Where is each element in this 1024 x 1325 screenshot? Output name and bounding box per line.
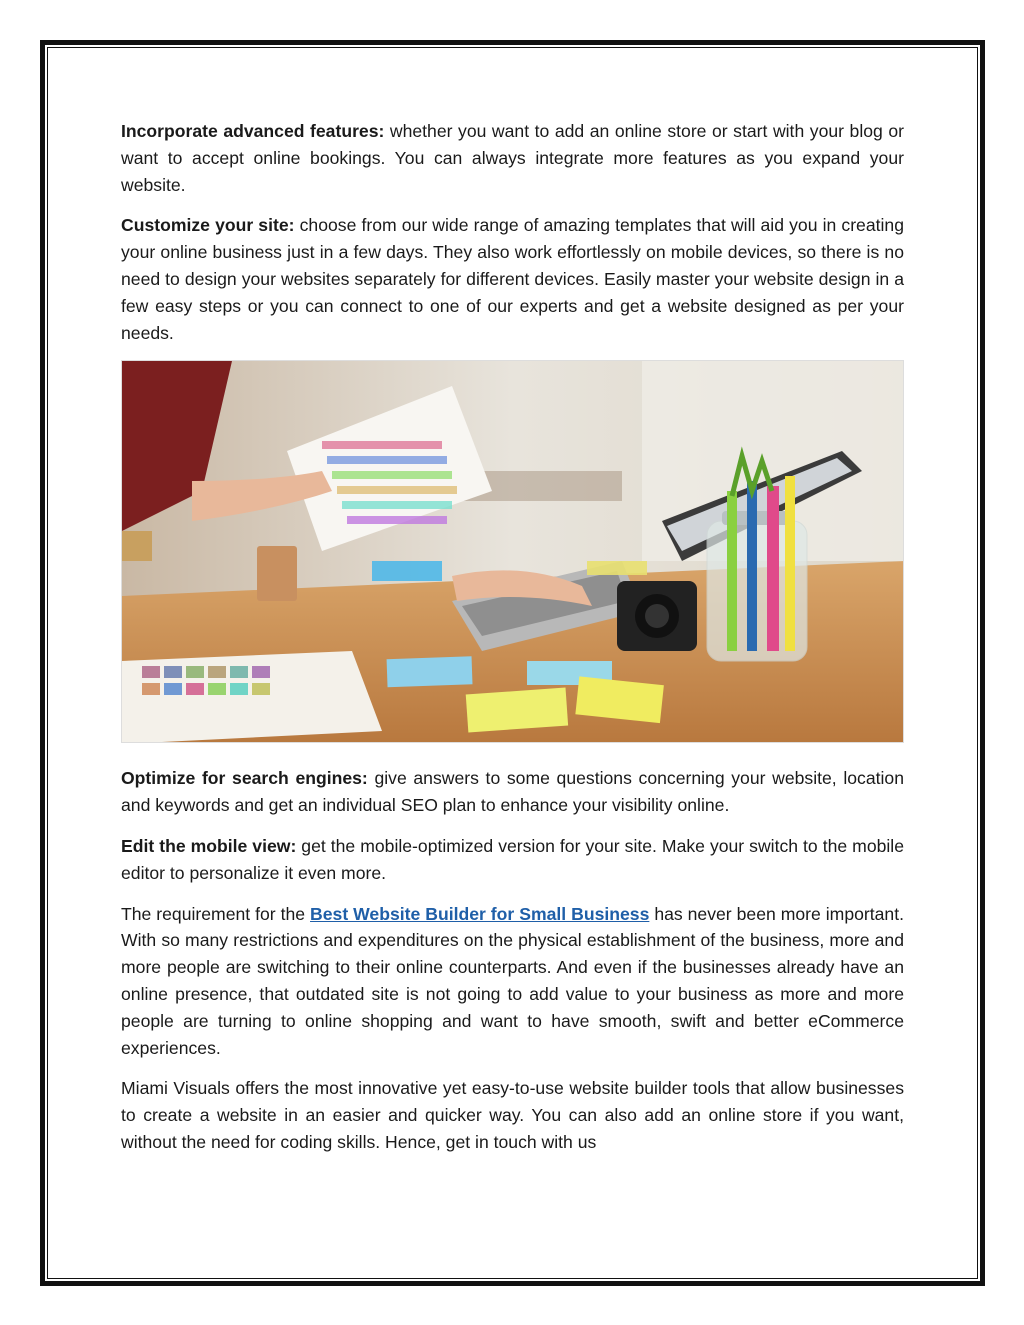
paragraph-heading: Edit the mobile view: — [121, 835, 297, 856]
paragraph-miami-visuals: Miami Visuals offers the most innovative yet easy-to-use website builder tools that allow businesses to create a website in an easier and quicker way. You can also add an online store if you want, without the need for coding skills. Hence, get in touch with us — [121, 1078, 904, 1152]
paragraph-advanced-features — [121, 118, 904, 198]
paragraph-optimize-search — [121, 765, 904, 819]
paragraph-text: has never been more important. With so many restrictions and expenditures on the physical establishment of the business, more and more people are switching to their online counterparts. And even if the businesses already have an online presence, that outdated site is not going to add value to your business as more and more people are turning to online shopping and want to have smooth, swift and better eCommerce experiences. — [121, 903, 904, 1058]
workspace-photo — [121, 360, 904, 743]
best-website-builder-link[interactable]: Best Website Builder for Small Business — [310, 903, 650, 924]
paragraph-customize-site — [121, 212, 904, 346]
paragraph-requirement — [121, 901, 904, 1062]
paragraph-text: choose from our wide range of amazing templates that will aid you in creating your online business just in a few days. They also work effortlessly on mobile devices, so there is no need to design your websites separately for different devices. Easily master your website design in a few easy steps or you can connect to one of our experts and get a website designed as per your needs. — [121, 215, 904, 343]
paragraph-heading: Customize your site: — [121, 215, 295, 236]
photo-illustration — [122, 361, 904, 743]
paragraph-text: whether you want to add an online store or start with your blog or want to accept online bookings. You can always integrate more features as you expand your website. — [121, 121, 904, 195]
paragraph-text: give answers to some questions concerning your website, location and keywords and get an individual SEO plan to enhance your visibility online. — [121, 768, 904, 816]
paragraph-text: The requirement for the — [121, 903, 311, 924]
paragraph-heading: Optimize for search engines: — [121, 768, 368, 789]
paragraph-mobile-view — [121, 833, 904, 887]
paragraph-heading: Incorporate advanced features: — [121, 121, 385, 141]
document-body — [121, 118, 904, 1170]
paragraph-text: get the mobile-optimized version for your site. Make your switch to the mobile editor to personalize it even more. — [121, 835, 904, 883]
